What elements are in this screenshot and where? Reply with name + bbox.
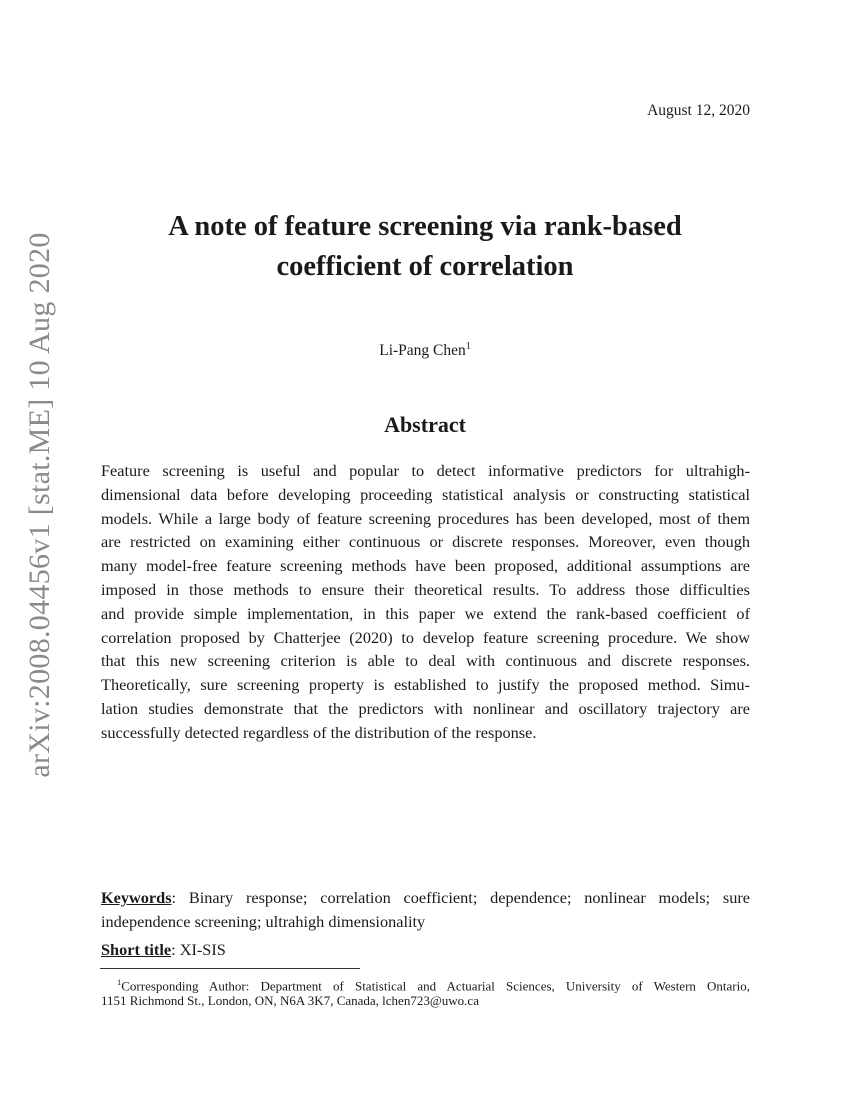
author-name: Li-Pang Chen <box>379 342 466 360</box>
footnote-text: 1151 Richmond St., London, ON, N6A 3K7, Canada, lchen723@uwo.ca <box>101 993 479 1009</box>
short-title <box>101 940 226 960</box>
keywords-text: : Binary response; correlation coefficient; dependence; nonlinear models; sure <box>171 888 750 907</box>
abstract-line: Theoretically, sure screening property is established to justify the proposed method. Simu- <box>101 675 750 695</box>
keywords-text: independence screening; ultrahigh dimensionality <box>101 912 426 931</box>
abstract-line: that this new screening criterion is able to deal with continuous and discrete responses. <box>101 651 750 671</box>
footnote-mark: 1 <box>117 977 122 987</box>
title-line: A note of feature screening via rank-based <box>168 211 682 242</box>
paper-title <box>100 207 750 287</box>
arxiv-stamp: arXiv:2008.04456v1 [stat.ME] 10 Aug 2020 <box>23 232 56 778</box>
abstract-line: and provide simple implementation, in this paper we extend the rank-based coefficient of <box>101 603 750 623</box>
keywords <box>101 886 750 934</box>
short-title-value: : XI-SIS <box>171 940 226 959</box>
abstract-line: models. While a large body of feature screening procedures has been developed, most of them <box>101 508 750 528</box>
abstract-line: dimensional data before developing proceeding statistical analysis or constructing statistical <box>101 484 750 504</box>
author <box>100 341 750 360</box>
footnote-text: Corresponding Author: Department of Statistical and Actuarial Sciences, University of Western Ontario, <box>121 978 750 994</box>
abstract-line: lation studies demonstrate that the predictors with nonlinear and oscillatory trajectory are <box>101 698 750 718</box>
abstract-line: correlation proposed by Chatterjee (2020) to develop feature screening procedure. We show <box>101 627 750 647</box>
abstract-line: many model-free feature screening methods have been proposed, additional assumptions are <box>101 556 750 576</box>
footnote-divider <box>100 968 360 969</box>
keywords-label: Keywords <box>101 888 172 907</box>
abstract-line: are restricted on examining either continuous or discrete responses. Moreover, even though <box>101 532 750 552</box>
footnote <box>101 975 750 1008</box>
abstract-body <box>101 459 750 745</box>
short-title-label: Short title <box>101 940 172 959</box>
abstract-line: Feature screening is useful and popular to detect informative predictors for ultrahigh- <box>101 461 750 480</box>
abstract-line: imposed in those methods to ensure their theoretical results. To address those difficulties <box>101 579 750 599</box>
footnote-mark: 1 <box>465 341 471 352</box>
abstract-heading: Abstract <box>384 412 466 437</box>
title-line: coefficient of correlation <box>276 251 574 282</box>
abstract-line: successfully detected regardless of the distribution of the response. <box>101 722 537 742</box>
paper-date: August 12, 2020 <box>647 102 750 119</box>
